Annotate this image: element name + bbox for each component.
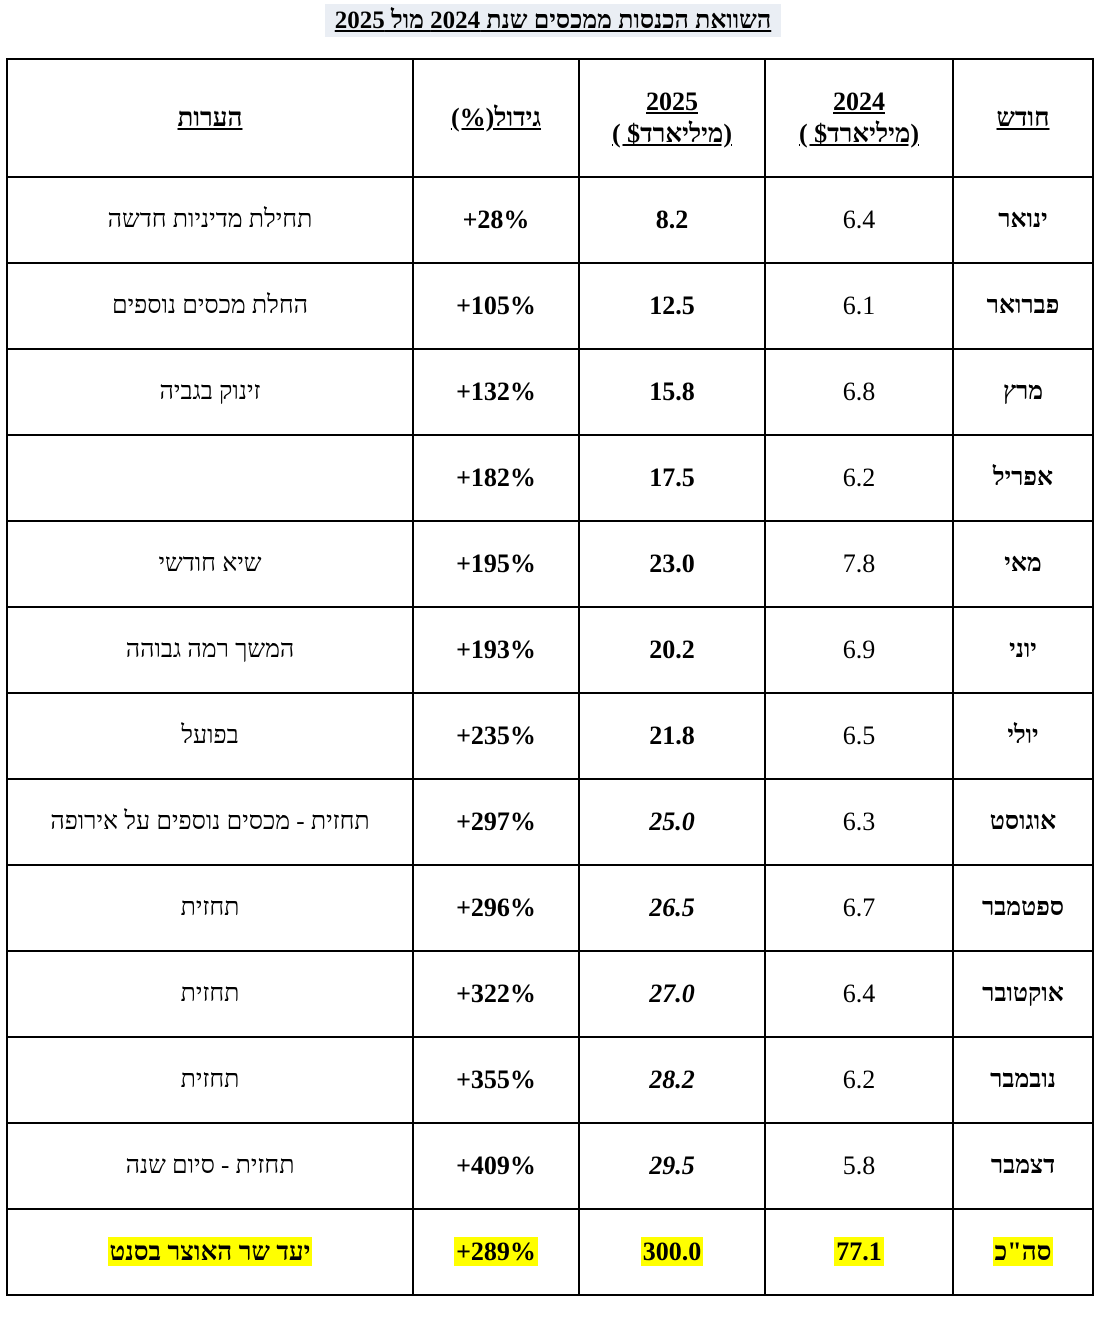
table-row <box>7 693 1093 779</box>
growth-cell: +195% <box>413 521 579 607</box>
value-2025-cell: 28.2 <box>579 1037 765 1123</box>
month-cell: ינואר <box>953 177 1093 263</box>
value-2025-cell: 27.0 <box>579 951 765 1037</box>
growth-cell: +193% <box>413 607 579 693</box>
value-2025-cell: 8.2 <box>579 177 765 263</box>
growth-cell: +182% <box>413 435 579 521</box>
growth-cell: +28% <box>413 177 579 263</box>
table-row <box>7 435 1093 521</box>
header-growth: גידול(%) <box>413 59 579 177</box>
table-row <box>7 177 1093 263</box>
total-2024: 77.1 <box>836 1237 882 1266</box>
notes-cell: זינוק בגביה <box>7 349 413 435</box>
table-row <box>7 865 1093 951</box>
value-2024-cell: 6.9 <box>765 607 953 693</box>
total-growth-cell <box>413 1209 579 1295</box>
total-2025-cell <box>579 1209 765 1295</box>
table-row <box>7 521 1093 607</box>
value-2025-cell: 15.8 <box>579 349 765 435</box>
value-2024-cell: 6.2 <box>765 435 953 521</box>
value-2025-cell: 25.0 <box>579 779 765 865</box>
value-2024-cell: 6.5 <box>765 693 953 779</box>
value-2025-cell: 29.5 <box>579 1123 765 1209</box>
month-cell: פברואר <box>953 263 1093 349</box>
table-row <box>7 349 1093 435</box>
total-row <box>7 1209 1093 1295</box>
growth-cell: +296% <box>413 865 579 951</box>
table-row <box>7 607 1093 693</box>
header-notes: הערות <box>7 59 413 177</box>
month-cell: מאי <box>953 521 1093 607</box>
value-2024-cell: 6.7 <box>765 865 953 951</box>
notes-cell: החלת מכסים נוספים <box>7 263 413 349</box>
growth-cell: +355% <box>413 1037 579 1123</box>
value-2025-cell: 21.8 <box>579 693 765 779</box>
month-cell: אוקטובר <box>953 951 1093 1037</box>
table-row <box>7 951 1093 1037</box>
value-2024-cell: 6.2 <box>765 1037 953 1123</box>
header-row <box>7 59 1093 177</box>
month-cell: ספטמבר <box>953 865 1093 951</box>
month-cell: אפריל <box>953 435 1093 521</box>
value-2024-cell: 6.3 <box>765 779 953 865</box>
month-cell: יוני <box>953 607 1093 693</box>
value-2025-cell: 23.0 <box>579 521 765 607</box>
total-month-cell <box>953 1209 1093 1295</box>
header-2025-year: 2025 <box>646 87 698 116</box>
total-notes: יעד שר האוצר בסנט <box>109 1237 311 1266</box>
total-growth: +289% <box>456 1237 536 1266</box>
notes-cell: בפועל <box>7 693 413 779</box>
header-2024-unit: (מיליארד$ ) <box>799 119 919 148</box>
total-notes-cell <box>7 1209 413 1295</box>
month-cell: יולי <box>953 693 1093 779</box>
value-2024-cell: 6.8 <box>765 349 953 435</box>
title-container <box>0 4 1106 37</box>
month-cell: אוגוסט <box>953 779 1093 865</box>
notes-cell: שיא חודשי <box>7 521 413 607</box>
header-2025 <box>579 59 765 177</box>
growth-cell: +409% <box>413 1123 579 1209</box>
notes-cell: תחזית <box>7 1037 413 1123</box>
total-2024-cell <box>765 1209 953 1295</box>
value-2024-cell: 6.4 <box>765 951 953 1037</box>
growth-cell: +297% <box>413 779 579 865</box>
notes-cell <box>7 435 413 521</box>
notes-cell: תחילת מדיניות חדשה <box>7 177 413 263</box>
notes-cell: תחזית - סיום שנה <box>7 1123 413 1209</box>
notes-cell: תחזית <box>7 951 413 1037</box>
notes-cell: המשך רמה גבוהה <box>7 607 413 693</box>
value-2025-cell: 12.5 <box>579 263 765 349</box>
table-row <box>7 1123 1093 1209</box>
table-body <box>7 177 1093 1295</box>
value-2025-cell: 17.5 <box>579 435 765 521</box>
month-cell: מרץ <box>953 349 1093 435</box>
notes-cell: תחזית <box>7 865 413 951</box>
header-month: חודש <box>953 59 1093 177</box>
value-2025-cell: 20.2 <box>579 607 765 693</box>
table-row <box>7 263 1093 349</box>
table-row <box>7 779 1093 865</box>
notes-cell: תחזית - מכסים נוספים על אירופה <box>7 779 413 865</box>
month-cell: דצמבר <box>953 1123 1093 1209</box>
value-2024-cell: 6.4 <box>765 177 953 263</box>
total-month: סה"כ <box>994 1237 1052 1266</box>
value-2024-cell: 5.8 <box>765 1123 953 1209</box>
header-2024-year: 2024 <box>833 87 885 116</box>
value-2025-cell: 26.5 <box>579 865 765 951</box>
table-row <box>7 1037 1093 1123</box>
total-2025: 300.0 <box>642 1237 702 1266</box>
page-title: השוואת הכנסות ממכסים שנת 2024 מול 2025 <box>325 4 782 37</box>
value-2024-cell: 7.8 <box>765 521 953 607</box>
growth-cell: +235% <box>413 693 579 779</box>
growth-cell: +105% <box>413 263 579 349</box>
header-2024 <box>765 59 953 177</box>
tariff-revenue-table <box>6 58 1094 1296</box>
growth-cell: +132% <box>413 349 579 435</box>
value-2024-cell: 6.1 <box>765 263 953 349</box>
month-cell: נובמבר <box>953 1037 1093 1123</box>
header-2025-unit: (מיליארד$ ) <box>612 119 732 148</box>
growth-cell: +322% <box>413 951 579 1037</box>
